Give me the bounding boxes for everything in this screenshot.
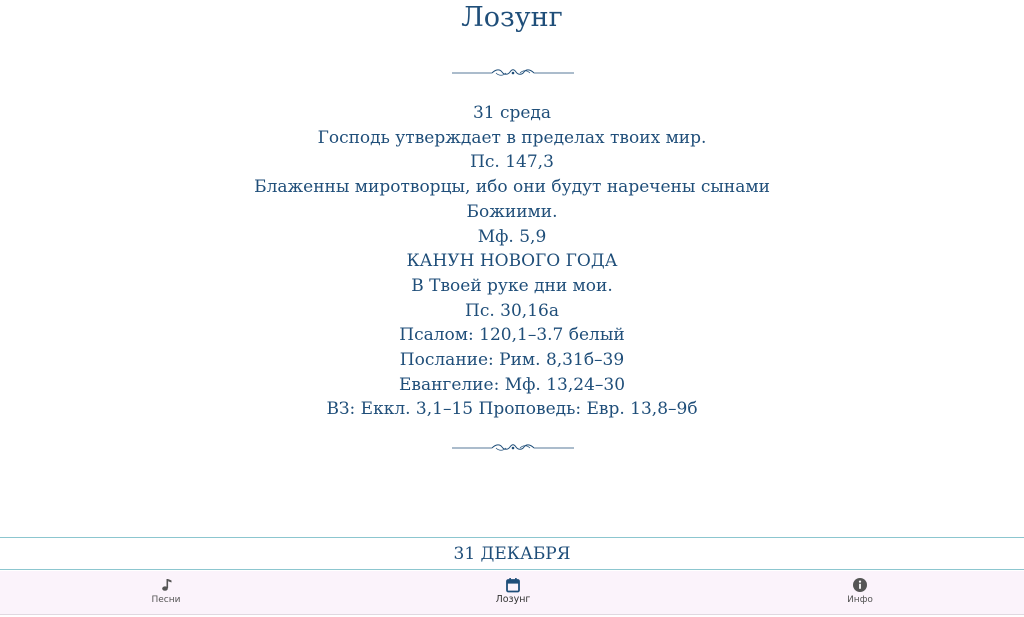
info-icon	[852, 577, 868, 593]
text-line-verse-3: В Твоей руке дни мои.	[411, 275, 613, 296]
nav-label-lozung: Лозунг	[495, 594, 531, 605]
ornament-divider-bottom-icon	[452, 443, 574, 453]
text-line-day: 31 среда	[472, 103, 552, 123]
page-title: Лозунг	[461, 2, 563, 33]
nav-label-songs: Песни	[151, 595, 181, 605]
text-line-psalm: Псалом: 120,1–3.7 белый	[399, 325, 625, 346]
text-line-reference-1: Пс. 147,3	[470, 152, 554, 173]
text-line-gospel: Евангелие: Мф. 13,24–30	[398, 374, 626, 395]
text-line-epistle: Послание: Рим. 8,31б–39	[399, 350, 625, 371]
text-line-reference-3: Пс. 30,16а	[465, 300, 559, 321]
text-line-ot-sermon: ВЗ: Еккл. 3,1–15 Проповедь: Евр. 13,8–9б	[326, 399, 698, 420]
calendar-icon	[505, 577, 521, 593]
date-selector-button[interactable]: 31 ДЕКАБРЯ	[0, 537, 1024, 570]
text-line-verse-1: Господь утверждает в пределах твоих мир.	[317, 127, 707, 148]
nav-label-info: Инфо	[847, 595, 873, 605]
nav-item-lozung[interactable]	[453, 571, 573, 615]
text-line-occasion: КАНУН НОВОГО ГОДА	[406, 251, 618, 272]
ornament-divider-top-icon	[452, 68, 574, 78]
nav-item-info[interactable]	[800, 571, 920, 615]
text-line-verse-2b: Божиими.	[466, 201, 558, 222]
text-line-verse-2a: Блаженны миротворцы, ибо они будут наречены сынами	[254, 177, 770, 198]
text-line-reference-2: Мф. 5,9	[477, 226, 547, 247]
lozung-text-block	[0, 101, 1024, 422]
bottom-navigation	[0, 571, 1024, 615]
nav-item-songs[interactable]	[106, 571, 226, 615]
music-note-icon	[158, 577, 174, 593]
